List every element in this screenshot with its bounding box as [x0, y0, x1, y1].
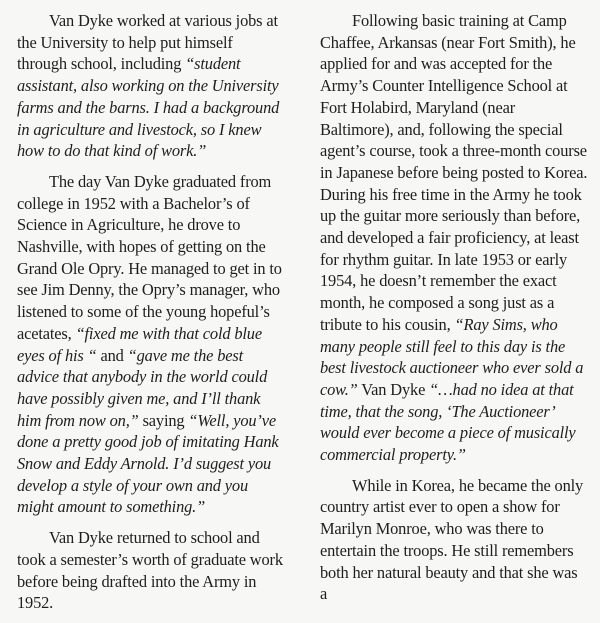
- quote-cold-blue-eyes: “fixed me with that cold blue eyes of his “: [17, 323, 262, 365]
- quote-jim-denny-advice: “Well, you’ve done a pretty good job of imitating Hank Snow and Eddy Arnold. I’d suggest you develop a style of your own and you might amount to something.”: [17, 410, 279, 517]
- paragraph-korea-marilyn-monroe: While in Korea, he became the only country artist ever to open a show for Marilyn Monroe, who was there to entertain the troops. He still remembers both her natural beauty and that she was a: [320, 475, 584, 604]
- paragraph-graduate-work-drafted: Van Dyke returned to school and took a semester’s worth of graduate work before being drafted into the Army in 1952.: [17, 528, 283, 613]
- paragraph-university-jobs: Van Dyke worked at various jobs at the University to help put himself through school, including “student assistant, also working on the University farms and the barns. I had a background in agriculture and livestock, so I knew how to do that kind of work.”: [17, 11, 280, 161]
- quote-ray-sims: “Ray Sims, who many people still feel to this day is the best livestock auctioneer who ever sold a cow.”: [320, 314, 584, 399]
- quote-auctioneer-song: “…had no idea at that time, that the song, ‘The Auctioneer’ would ever become a piece of musically commercial property.”: [320, 379, 576, 465]
- left-column: [17, 10, 285, 623]
- right-column: [320, 10, 588, 614]
- quote-best-advice: “gave me the best advice that anybody in the world could have possibly given me, and I’ll thank him from now on,”: [17, 345, 268, 430]
- paragraph-graduation-nashville: The day Van Dyke graduated from college in 1952 with a Bachelor’s of Science in Agriculture, he drove to Nashville, with hopes of getting on the Grand Ole Opry. He managed to get in to see Jim Denny, the Opry’s manager, who listened to some of the young hopeful’s acetates, “fixed me with that cold blue eyes of his “ and “gave me the best advice that anybody in the world could have possibly given me, and I’ll thank him from now on,” saying “Well, you’ve done a pretty good job of imitating Hank Snow and Eddy Arnold. I’d suggest you develop a style of your own and you might amount to something.”: [17, 171, 282, 517]
- paragraph-army-training: Following basic training at Camp Chaffee, Arkansas (near Fort Smith), he applied for and was accepted for the Army’s Counter Intelligence School at Fort Holabird, Maryland (near Baltimore), and, following the special agent’s course, took a three-month course in Japanese before being posted to Korea. During his free time in the Army he took up the guitar more seriously than before, and developed a fair proficiency, at least for rhythm guitar. In late 1953 or early 1954, he doesn’t remember the exact month, he composed a song just as a tribute to his cousin, “Ray Sims, who many people still feel to this day is the best livestock auctioneer who ever sold a cow.” Van Dyke “…had no idea at that time, that the song, ‘The Auctioneer’ would ever become a piece of musically commercial property.”: [320, 11, 588, 465]
- quote-student-assistant: “student assistant, also working on the University farms and the barns. I had a background in agriculture and livestock, so I knew how to do that kind of work.”: [17, 54, 280, 161]
